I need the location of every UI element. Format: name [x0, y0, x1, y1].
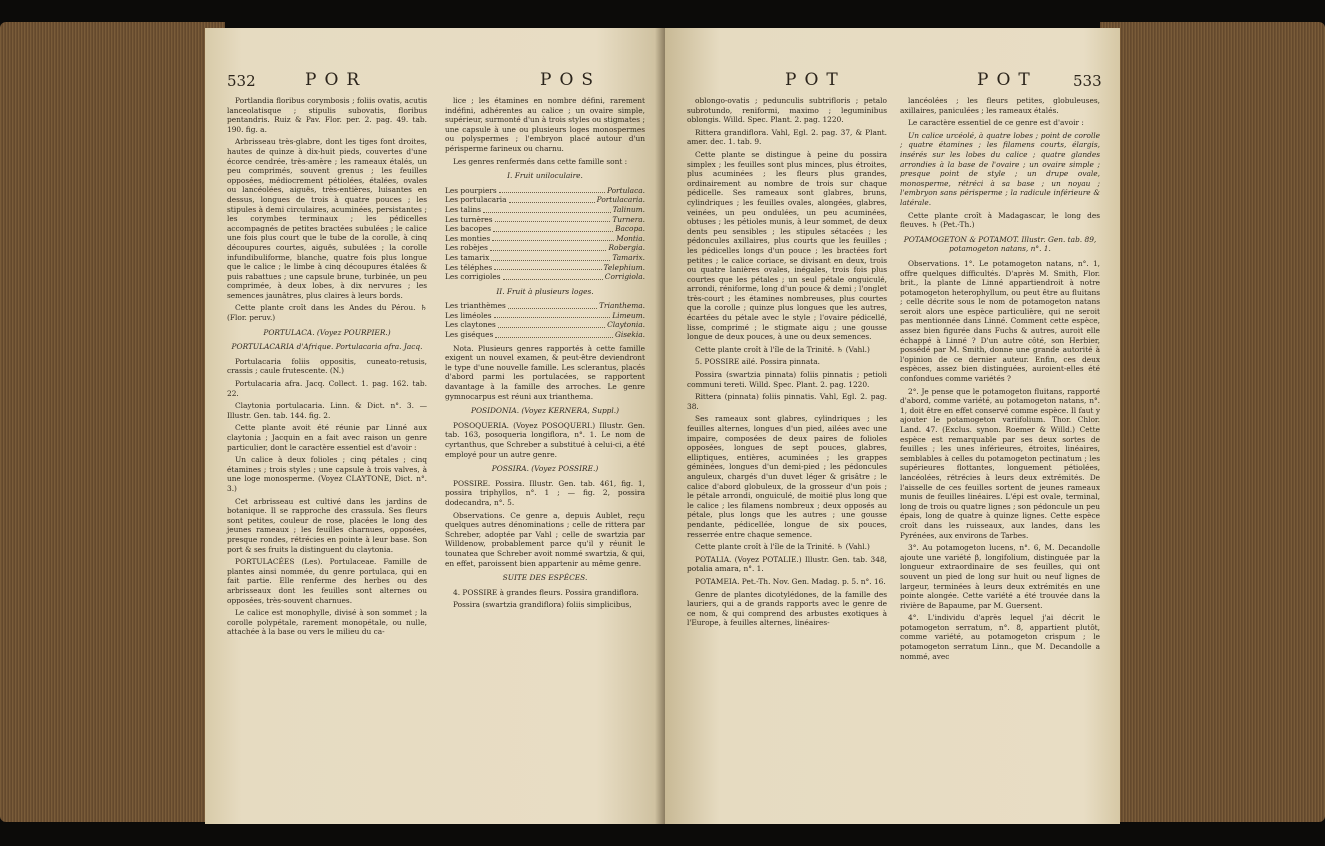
paragraph: Possira (swartzia pinnata) foliis pinnatis ; petioli communi tereti. Willd. Spec. Plant. 2. pag. 1220.: [687, 370, 887, 389]
paragraph: Cet arbrisseau est cultivé dans les jardins de botanique. Il se rapproche des crassula. Ses fleurs sont petites, couleur de rose, placées le long des jeunes rameaux ; les feuilles charnues, opposées, presque rondes, rétrécies en pointe à leur base. Son port & ses fruits la distinguent du claytonia.: [227, 496, 427, 554]
right-running-head-left: POT: [785, 70, 846, 90]
left-page-column-1: [227, 96, 427, 640]
paragraph: PORTULACÉES (Les). Portulaceae. Famille de plantes ainsi nommée, du genre portulaca, qui en fait partie. Elle renferme des herbes ou des arbrisseaux dont les feuilles sont alternes ou opposées, très-souvent charnues.: [227, 557, 427, 605]
paragraph: Rittera (pinnata) foliis pinnatis. Vahl, Egl. 2. pag. 38.: [687, 392, 887, 411]
list-item: Les portulacaria Portulacaria.: [445, 195, 645, 205]
list-item: Les bacopes Bacopa.: [445, 224, 645, 234]
paragraph: 3°. Au potamogeton lucens, n°. 6, M. Decandolle ajoute une variété β, longifolium, distinguée par la longueur extraordinaire de ses feuilles, qui ont souvent un pied de long sur huit ou neuf lignes de largeur, terminées à leurs deux extrémités en une pointe alongée. Cette variété a été trouvée dans la rivière de Bapaume, par M. Guersent.: [900, 543, 1100, 610]
paragraph: lice ; les étamines en nombre défini, rarement indéfini, adhérentes au calice ; un ovaire simple, supérieur, surmonté d'un à trois styles ou stigmates ; une capsule à une ou plusieurs loges monospermes ou polyspermes ; l'embryon placé autour d'un périsperme farineux ou charnu.: [445, 96, 645, 153]
paragraph: POSSIRA. (Voyez POSSIRE.): [491, 464, 599, 474]
right-page-column-1: [687, 96, 887, 631]
paragraph: Ses rameaux sont glabres, cylindriques ; les feuilles alternes, longues d'un pied, ailées avec une impaire, composées de deux paires de folioles opposées, longues de sept pouces, glabres, elliptiques, entières, acuminées ; les grappes géminées, longues d'un demi-pied ; les pédoncules anguleux, chargés d'un duvet léger & grisâtre ; le calice d'abord globuleux, de la grosseur d'un pois ; le pétale arrondi, onguiculé, de moitié plus long que le calice ; les filamens nombreux ; deux opposés au pétale, plus longs que les autres ; une gousse pendante, pédicellée, longue de six pouces, resserrée entre chaque semence.: [687, 414, 887, 539]
paragraph: oblongo-ovatis ; pedunculis subtrifloris ; petalo subrotundo, reniformi, maximo ; leguminibus oblongis. Willd. Spec. Plant. 2. pag. 1220.: [687, 96, 887, 125]
left-running-head-left: POR: [305, 70, 368, 90]
list-item: Les monties Montia.: [445, 233, 645, 243]
paragraph: Rittera grandiflora. Vahl, Egl. 2. pag. 37, & Plant. amer. dec. 1. tab. 9.: [687, 127, 887, 147]
paragraph: Cette plante croît à l'île de la Trinité. ♄ (Vahl.): [695, 344, 870, 354]
list-item: Les trianthèmes Trianthema.: [445, 301, 645, 311]
paragraph: Arbrisseau très-glabre, dont les tiges font droites, hautes de quinze à dix-huit pieds, couvertes d'une écorce cendrée, très-amère ; les rameaux étalés, un peu comprimés, souvent grenus ; les feuilles opposées, médiocrement pétiolées, étalées, ovales ou lancéolées, aiguës, très-entières, luisantes en dessus, longues de trois à quatre pouces ; les stipules à demi circulaires, acuminées, persistantes ; les corymbes terminaux ; les pédicelles accompagnés de petites bractées subulées ; le calice une fois plus court que le tube de la corolle, à cinq découpures courtes, aiguës, subulées ; la corolle infundibuliforme, blanche, quatre fois plus longue que le calice ; le limbe à cinq découpures étalées & puis rabattues ; une capsule brune, turbinée, un peu comprimée, à deux lobes, à dix nervures ; les semences jaunâtres, plus claires à leurs bords.: [227, 137, 427, 300]
paragraph: POSSIRE. Possira. Illustr. Gen. tab. 461, fig. 1, possira triphyllos, n°. 1 ; — fig. 2, possira dodecandra, n°. 5.: [445, 478, 645, 507]
paragraph: POTALIA. (Voyez POTALIE.) Illustr. Gen. tab. 348, potalia amara, n°. 1.: [687, 554, 887, 574]
paragraph: Le calice est monophylle, divisé à son sommet ; la corolle polypétale, rarement monopétale, ou nulle, attachée à la base ou vers le milieu du ca-: [227, 608, 427, 637]
section-title: SUITE DES ESPÈCES.: [502, 573, 588, 583]
left-page-number: 532: [227, 72, 256, 90]
left-page-column-2: [445, 96, 645, 613]
paragraph: Un calice à deux folioles ; cinq pétales ; cinq étamines ; trois styles ; une capsule à trois valves, à une loge monosperme. (Voyez CLAYTONE, Dict. n°. 3.): [227, 455, 427, 493]
list-item: Les tamarix Tamarix.: [445, 252, 645, 262]
list-item: Les pourpiers Portulaca.: [445, 185, 645, 195]
paragraph: Portulacaria afra. Jacq. Collect. 1. pag. 162. tab. 22.: [227, 379, 427, 398]
left-page-edges: [0, 22, 225, 822]
list-item: Les liméoles Limeum.: [445, 310, 645, 320]
paragraph: Cette plante avoit été réunie par Linné aux claytonia ; Jacquin en a fait avec raison un genre particulier, dont le caractère essentiel est d'avoir :: [227, 423, 427, 452]
paragraph: Un calice urcéolé, à quatre lobes ; point de corolle ; quatre étamines ; les filamens courts, élargis, insérés sur les lobes du calice ; quatre glandes arrondies à la base de l'ovaire ; un ovaire simple ; presque point de style ; un drupe ovale, monosperme, rétréci à sa base ; un noyau ; l'embryon sans périsperme ; la radicule inférieure & latérale.: [900, 130, 1100, 207]
paragraph: Les genres renfermés dans cette famille sont :: [453, 156, 628, 166]
paragraph: lancéolées ; les fleurs petites, globuleuses, axillaires, paniculées ; les rameaux étalés.: [900, 96, 1100, 115]
paragraph: POSIDONIA. (Voyez KERNERA, Suppl.): [470, 406, 620, 416]
list-item: Les téléphes Telephium.: [445, 262, 645, 272]
paragraph: 2°. Je pense que le potamogeton fluitans, rapporté d'abord, comme variété, au potamogeton natans, n°. 1, doit être en effet conservé comme espèce. Il faut y ajouter le potamogeton variifolium. Thor. Chlor. Land. 47. (Exclus. synon. Roemer & Willd.) Cette espèce est remarquable par ses deux sortes de feuilles ; les unes inférieures, étroites, linéaires, semblables à celles du potamogeton pectinatum ; les supérieures flottantes, longuement pétiolées, lancéolées, rétrécies à leurs deux extrémités. De l'aisselle de ces feuilles sortent de jeunes rameaux munis de feuilles linéaires. L'épi est ovale, terminal, long de trois ou quatre lignes ; son pédoncule un peu épais, long de quatre à quinze lignes. Cette espèce croît dans les ruisseaux, aux landes, dans les Pyrénées, aux environs de Tarbes.: [900, 386, 1100, 540]
right-page-column-2: [900, 96, 1100, 664]
paragraph: Possira (swartzia grandiflora) foliis simplicibus,: [453, 600, 632, 610]
list-item: Les turnères Turnera.: [445, 214, 645, 224]
paragraph: POSOQUERIA. (Voyez POSOQUERI.) Illustr. Gen. tab. 163, posoqueria longiflora, n°. 1. Le nom de cyrtanthus, que Schreber a substitué à celui-ci, a été employé pour un autre genre.: [445, 420, 645, 459]
paragraph: Cette plante se distingue à peine du possira simplex ; les feuilles sont plus minces, plus étroites, plus acuminées ; les fleurs plus grandes, ordinairement au nombre de trois sur chaque pédicelle. Ses rameaux sont glabres, bruns, cylindriques ; les feuilles ovales, alongées, glabres, veinées, un peu ondulées, un peu acuminées, obtuses ; les pétioles munis, à leur sommet, de deux dents peu sensibles ; les stipules sétacées ; les pédoncules axillaires, plus courts que les feuilles ; les pédicelles longs d'un pouce ; les bractées fort petites ; le calice coriace, se divisant en deux, trois ou quatre lanières ovales, inégales, trois fois plus courtes que les pétales ; un seul pétale onguiculé, arrondi, réniforme, long d'un pouce & demi ; l'onglet très-court ; les étamines nombreuses, plus courtes que la corolle ; quinze plus longues que les autres, écartées du pétale avec le style ; l'ovaire pédicellé, lisse, comprimé ; le stigmate aigu ; une gousse longue de deux pouces, à une ou deux semences.: [687, 149, 887, 342]
list-item: Les talins Talinum.: [445, 204, 645, 214]
paragraph: Cette plante croît à Madagascar, le long des fleuves. ♄ (Pet.-Th.): [900, 210, 1100, 230]
paragraph: PORTULACA. (Voyez POURPIER.): [263, 327, 391, 337]
right-page-edges: [1100, 22, 1325, 822]
genus-list-1: [445, 186, 645, 282]
paragraph: POTAMEIA. Pet.-Th. Nov. Gen. Madag. p. 5. n°. 16.: [695, 576, 886, 586]
paragraph: Le caractère essentiel de ce genre est d'avoir :: [908, 118, 1084, 128]
section-title: II. Fruit à plusieurs loges.: [496, 286, 594, 296]
list-item: Les claytones Claytonia.: [445, 320, 645, 330]
paragraph: Observations. Ce genre a, depuis Aublet, reçu quelques autres dénominations ; celle de rittera par Schreber, adoptée par Vahl ; celle de swartzia par Willdenow, probablement parce qu'il y réunit le tounatea que Schreber avoit nommé swartzia, & qui, en effet, paroissent bien appartenir au même genre.: [445, 510, 645, 568]
left-running-head-right: POS: [540, 70, 602, 90]
paragraph: Claytonia portulacaria. Linn. & Dict. n°. 3. — Illustr. Gen. tab. 144. fig. 2.: [227, 401, 427, 420]
list-item: Les giséques Gisekia.: [445, 330, 645, 340]
paragraph: 5. POSSIRE ailé. Possira pinnata.: [695, 357, 820, 367]
paragraph: Nota. Plusieurs genres rapportés à cette famille exigent un nouvel examen, & peut-être deviendront le type d'une nouvelle famille. Les sclerantus, placés d'abord parmi les portulacées, se rapportent davantage à la famille des arroches. Le genre gymnocarpus est réuni aux trianthema.: [445, 343, 645, 401]
left-page: [205, 28, 665, 824]
paragraph: POTAMOGETON & POTAMOT. Illustr. Gen. tab. 89, potamogeton natans, n°. 1.: [903, 234, 1097, 254]
paragraph: PORTULACARIA d'Afrique. Portulacaria afra. Jacq.: [231, 342, 423, 352]
paragraph: Genre de plantes dicotylédones, de la famille des lauriers, qui a de grands rapports avec le genre de ce nom, & qui comprend des arbustes exotiques à l'Europe, à feuilles alternes, linéaires-: [687, 589, 887, 628]
paragraph: Observations. 1°. Le potamogeton natans, n°. 1, offre quelques difficultés. D'après M. Smith, Flor. brit., la plante de Linné appartiendroit à notre potamogeton heterophyllum, ou peut être au fluitans ; celle décrite sous le nom de potamogeton natans seroit alors une espèce particulière, qui ne seroit pas mentionnée dans Linné. Comment cette espèce, assez bien figurée dans Fuchs & autres, auroit elle échappé à Linné ? D'un autre côté, son Herbier, possédé par M. Smith, donne une grande autorité à l'opinion de ce dernier auteur. Enfin, ces deux espèces, assez bien distinguées, auroient-elles été confondues comme variétés ?: [900, 258, 1100, 384]
right-page: [665, 28, 1120, 824]
paragraph: Cette plante croît dans les Andes du Pérou. ♄ (Flor. peruv.): [227, 303, 427, 323]
list-item: Les corrigioles Corrigiola.: [445, 272, 645, 282]
genus-list-2: [445, 301, 645, 339]
paragraph: 4. POSSIRE à grandes fleurs. Possira grandiflora.: [453, 587, 639, 597]
paragraph: Portlandia floribus corymbosis ; foliis ovatis, acutis lanceolatisque ; stipulis subovatis, floribus pentandris. Ruiz & Pav. Flor. per. 2. pag. 49. tab. 190. fig. a.: [227, 96, 427, 134]
list-item: Les robèjes Robergia.: [445, 243, 645, 253]
paragraph: Portulacaria foliis oppositis, cuneato-retusis, crassis ; caule frutescente. (N.): [227, 356, 427, 376]
right-running-head-right: POT: [977, 70, 1038, 90]
paragraph: 4°. L'individu d'après lequel j'ai décrit le potamogeton serratum, n°. 8, appartient plutôt, comme variété, au potamogeton crispum ; le potamogeton serratum Linn., que M. Decandolle a nommé, avec: [900, 613, 1100, 661]
section-title: I. Fruit uniloculaire.: [507, 171, 583, 181]
paragraph: Cette plante croît à l'île de la Trinité. ♄ (Vahl.): [695, 542, 870, 552]
right-page-number: 533: [1073, 72, 1102, 90]
